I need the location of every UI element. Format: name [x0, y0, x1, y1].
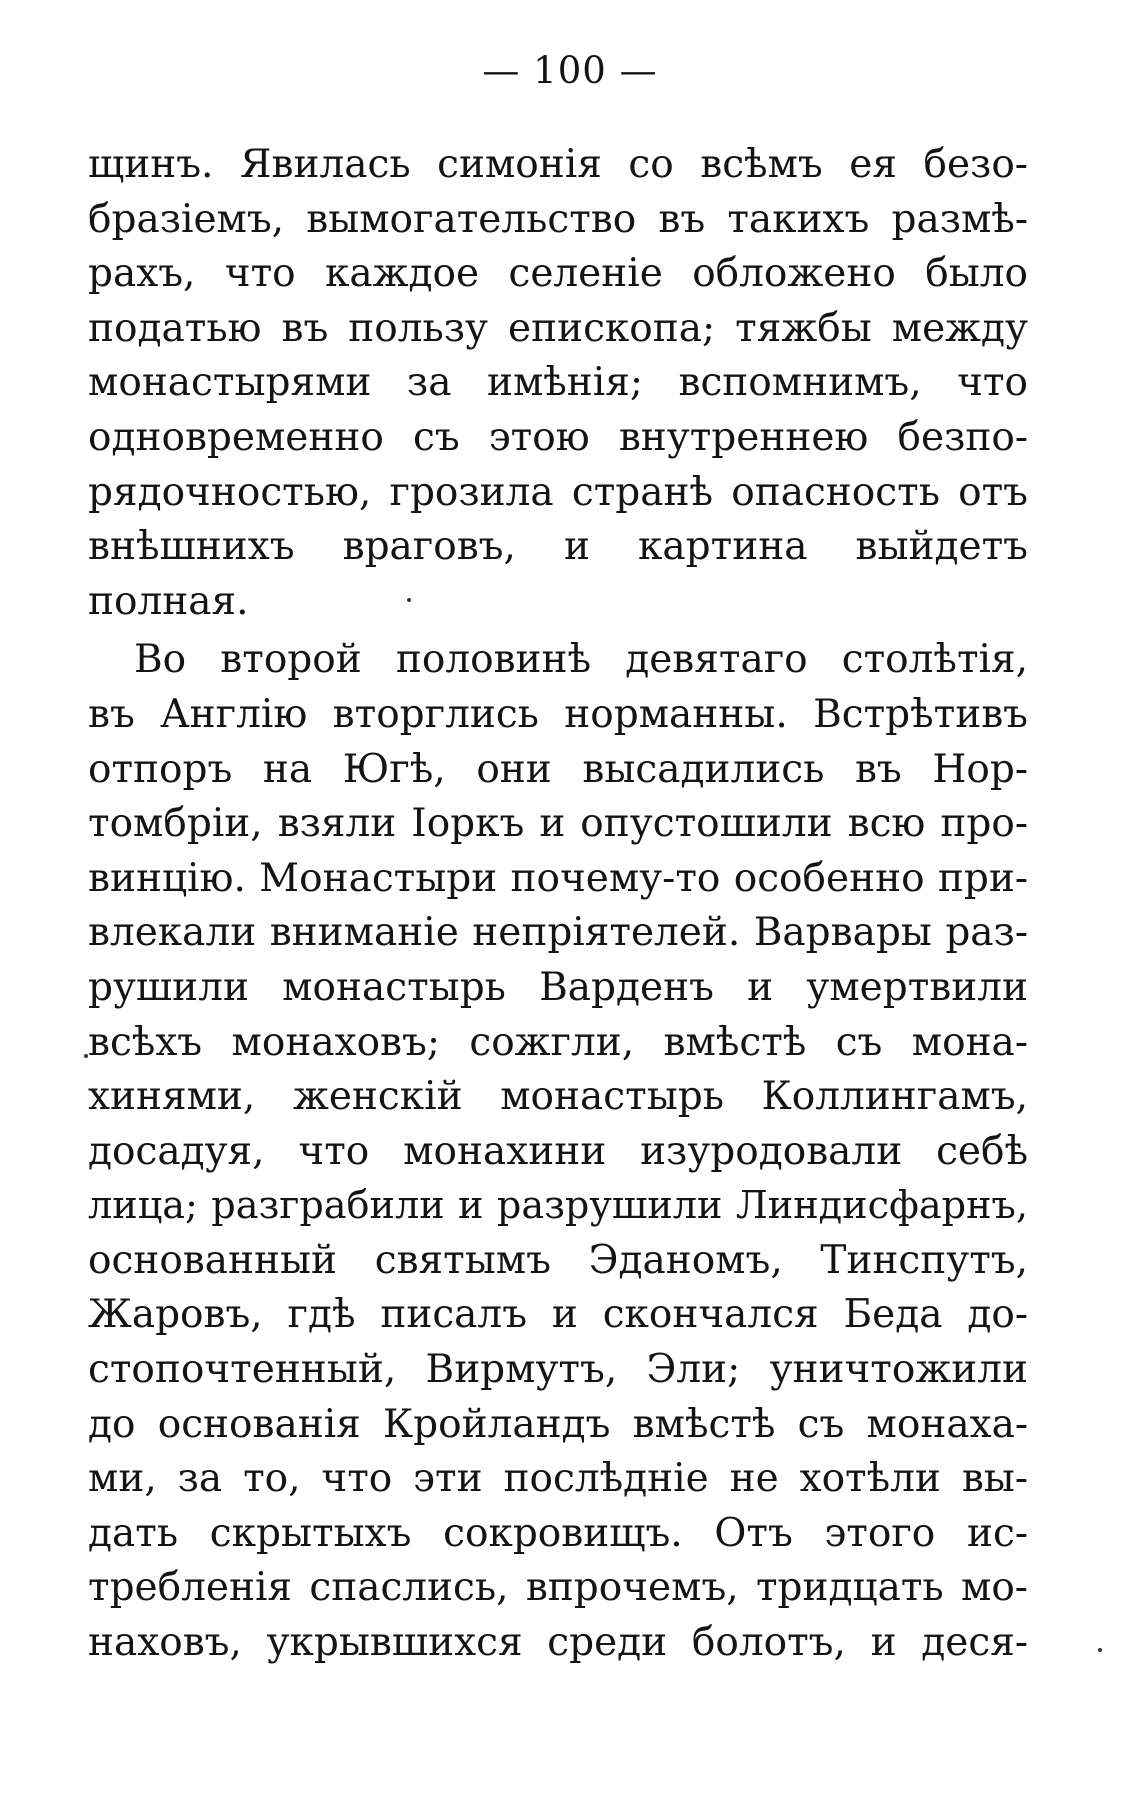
- text-line: въ Англію вторглись норманны. Встрѣтивъ: [88, 691, 1028, 737]
- text-line: винцію. Монастыри почему-то особенно при-: [88, 855, 1028, 901]
- text-line: дать скрытыхъ сокровищъ. Отъ этого ис-: [88, 1510, 1028, 1556]
- text-line: полная.: [88, 578, 249, 624]
- text-line: ми, за то, что эти послѣдніе не хотѣли вы-: [88, 1456, 1028, 1502]
- text-line: одновременно съ этою внутреннею безпо-: [88, 414, 1028, 460]
- text-line: бразіемъ, вымогательство въ такихъ размѣ-: [88, 196, 1028, 242]
- text-line: рахъ, что каждое селеніе обложено было: [88, 251, 1028, 297]
- text-line: щинъ. Явилась симонія со всѣмъ ея безо-: [88, 142, 1028, 187]
- text-line: Жаровъ, гдѣ писалъ и скончался Беда до-: [88, 1292, 1028, 1338]
- text-line: наховъ, укрывшихся среди болотъ, и деся-: [88, 1620, 1028, 1666]
- text-line: лица; разграбили и разрушили Линдисфарнъ,: [88, 1184, 1028, 1229]
- text-line: хинями, женскій монастырь Коллингамъ,: [88, 1074, 1028, 1120]
- text-line: рядочностью, грозила странѣ опасность отъ: [88, 469, 1028, 515]
- print-speck: [84, 1054, 88, 1058]
- text-line: досадуя, что монахини изуродовали себѣ: [88, 1128, 1028, 1174]
- text-line: до основанія Кройландъ вмѣстѣ съ монаха-: [88, 1401, 1028, 1447]
- text-line: Во второй половинѣ девятаго столѣтія,: [134, 637, 1028, 683]
- body-text: [88, 138, 1028, 1671]
- text-line: томбріи, взяли Іоркъ и опустошили всю про-: [88, 801, 1028, 847]
- text-line: рушили монастырь Варденъ и умертвили: [88, 964, 1028, 1010]
- page-number: — 100 —: [482, 49, 658, 92]
- text-line: монастырями за имѣнія; вспомнимъ, что: [88, 360, 1028, 406]
- paragraph-1: [88, 138, 1028, 629]
- text-line: основанный святымъ Эданомъ, Тинспутъ,: [88, 1237, 1028, 1283]
- text-line: стопочтенный, Вирмутъ, Эли; уничтожили: [88, 1347, 1028, 1393]
- print-speck: [407, 598, 411, 602]
- text-line: требленія спаслись, впрочемъ, тридцать мо-: [88, 1565, 1028, 1611]
- paragraph-2: [88, 633, 1028, 1670]
- text-line: податью въ пользу епископа; тяжбы между: [88, 305, 1028, 351]
- text-line: всѣхъ монаховъ; сожгли, вмѣстѣ съ мона-: [88, 1019, 1028, 1065]
- text-line: влекали вниманіе непріятелей. Варвары раз-: [88, 910, 1028, 956]
- text-line: отпоръ на Югѣ, они высадились въ Нор-: [88, 746, 1028, 792]
- print-speck: [1098, 1648, 1102, 1652]
- text-line: внѣшнихъ враговъ, и картина выйдетъ: [88, 524, 1028, 570]
